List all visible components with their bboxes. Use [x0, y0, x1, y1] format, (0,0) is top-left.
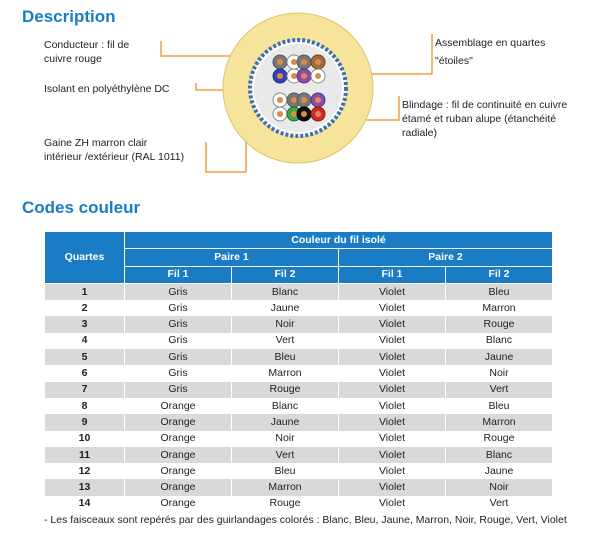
label-gaine-line1: Gaine ZH marron clair: [44, 137, 148, 149]
cell-p1-fil2: Rouge: [232, 382, 339, 398]
cell-p1-fil1: Orange: [125, 447, 232, 463]
cell-p1-fil2: Jaune: [232, 414, 339, 430]
color-codes-table: [44, 231, 553, 512]
cell-quarte: 5: [45, 349, 125, 365]
cell-p1-fil2: Rouge: [232, 496, 339, 512]
cell-quarte: 10: [45, 431, 125, 447]
cell-p1-fil1: Orange: [125, 431, 232, 447]
description-title: Description: [22, 7, 116, 26]
table-row: [45, 479, 553, 495]
header-paire2: Paire 2: [339, 249, 553, 266]
cell-p1-fil2: Vert: [232, 333, 339, 349]
table-row: [45, 300, 553, 316]
cell-p1-fil2: Blanc: [232, 398, 339, 414]
cell-p1-fil1: Gris: [125, 365, 232, 381]
table-row: [45, 365, 553, 381]
cell-quarte: 4: [45, 333, 125, 349]
cell-p2-fil2: Noir: [446, 479, 553, 495]
cell-p2-fil1: Violet: [339, 283, 446, 300]
cell-p1-fil2: Bleu: [232, 349, 339, 365]
table-row: [45, 431, 553, 447]
cell-p1-fil2: Noir: [232, 316, 339, 332]
cell-p1-fil1: Gris: [125, 382, 232, 398]
cell-quarte: 9: [45, 414, 125, 430]
cell-quarte: 6: [45, 365, 125, 381]
cell-quarte: 2: [45, 300, 125, 316]
table-row: [45, 333, 553, 349]
header-quartes: Quartes: [45, 232, 125, 284]
cell-p1-fil2: Vert: [232, 447, 339, 463]
cell-p1-fil1: Gris: [125, 300, 232, 316]
cell-quarte: 1: [45, 283, 125, 300]
cell-p2-fil2: Rouge: [446, 316, 553, 332]
cell-p2-fil1: Violet: [339, 463, 446, 479]
label-assemblage: [435, 36, 545, 68]
label-blindage: [402, 98, 567, 140]
header-p1-fil2: Fil 2: [232, 266, 339, 283]
cell-p1-fil1: Orange: [125, 398, 232, 414]
table-row: [45, 398, 553, 414]
cell-p2-fil1: Violet: [339, 300, 446, 316]
cell-p2-fil2: Jaune: [446, 349, 553, 365]
cell-p1-fil1: Gris: [125, 283, 232, 300]
header-p2-fil1: Fil 1: [339, 266, 446, 283]
cell-p1-fil1: Orange: [125, 463, 232, 479]
cell-p2-fil2: Blanc: [446, 447, 553, 463]
cell-quarte: 3: [45, 316, 125, 332]
table-row: [45, 447, 553, 463]
cell-p1-fil1: Gris: [125, 333, 232, 349]
cell-p1-fil2: Bleu: [232, 463, 339, 479]
codes-couleur-title: Codes couleur: [22, 198, 141, 217]
label-isolant: Isolant en polyéthylène DC: [44, 83, 170, 95]
label-assemblage-line1: Assemblage en quartes: [435, 37, 546, 49]
cell-p2-fil2: Bleu: [446, 398, 553, 414]
label-gaine-line2: intérieur /extérieur (RAL 1011): [44, 151, 185, 163]
cell-p1-fil2: Marron: [232, 365, 339, 381]
cell-p2-fil2: Rouge: [446, 431, 553, 447]
label-blindage-line1: Blindage : fil de continuité en cuivre: [402, 99, 568, 111]
cell-p2-fil1: Violet: [339, 333, 446, 349]
cell-p1-fil2: Jaune: [232, 300, 339, 316]
cell-p2-fil2: Marron: [446, 300, 553, 316]
cell-p1-fil1: Gris: [125, 316, 232, 332]
cell-p2-fil1: Violet: [339, 431, 446, 447]
cell-p2-fil2: Vert: [446, 382, 553, 398]
cell-p1-fil2: Noir: [232, 431, 339, 447]
label-blindage-line2: étamé et ruban alupe (étanchéité: [402, 113, 557, 125]
cell-p2-fil2: Noir: [446, 365, 553, 381]
cell-p2-fil1: Violet: [339, 496, 446, 512]
cell-p2-fil1: Violet: [339, 479, 446, 495]
cell-quarte: 12: [45, 463, 125, 479]
cell-p2-fil1: Violet: [339, 349, 446, 365]
table-row: [45, 414, 553, 430]
table-row: [45, 382, 553, 398]
cell-p2-fil2: Vert: [446, 496, 553, 512]
label-gaine: [44, 136, 184, 164]
header-paire1: Paire 1: [125, 249, 339, 266]
cell-quarte: 13: [45, 479, 125, 495]
label-assemblage-line2: "étoiles": [435, 55, 473, 67]
cell-p2-fil2: Bleu: [446, 283, 553, 300]
cell-quarte: 7: [45, 382, 125, 398]
header-p1-fil1: Fil 1: [125, 266, 232, 283]
label-conducteur-line1: Conducteur : fil de: [44, 39, 130, 51]
table-row: [45, 349, 553, 365]
cell-quarte: 14: [45, 496, 125, 512]
cell-p2-fil1: Violet: [339, 447, 446, 463]
cell-p2-fil2: Blanc: [446, 333, 553, 349]
table-row: [45, 463, 553, 479]
table-row: [45, 283, 553, 300]
footnote: - Les faisceaux sont repérés par des guirlandages colorés : Blanc, Bleu, Jaune, Marron, Noir, Rouge, Vert, Violet: [44, 514, 567, 526]
cell-p2-fil2: Jaune: [446, 463, 553, 479]
cell-quarte: 8: [45, 398, 125, 414]
table-row: [45, 496, 553, 512]
cell-quarte: 11: [45, 447, 125, 463]
cell-p1-fil1: Orange: [125, 496, 232, 512]
cell-p1-fil1: Orange: [125, 414, 232, 430]
cell-p1-fil2: Marron: [232, 479, 339, 495]
label-conducteur: [44, 38, 129, 66]
cell-p2-fil1: Violet: [339, 365, 446, 381]
cell-p1-fil2: Blanc: [232, 283, 339, 300]
cell-p2-fil1: Violet: [339, 382, 446, 398]
cell-p2-fil1: Violet: [339, 414, 446, 430]
cell-p1-fil1: Gris: [125, 349, 232, 365]
cell-p1-fil1: Orange: [125, 479, 232, 495]
cell-p2-fil1: Violet: [339, 398, 446, 414]
cell-p2-fil1: Violet: [339, 316, 446, 332]
header-couleur: Couleur du fil isolé: [125, 232, 553, 249]
cell-p2-fil2: Marron: [446, 414, 553, 430]
table-row: [45, 316, 553, 332]
label-conducteur-line2: cuivre rouge: [44, 53, 102, 65]
header-p2-fil2: Fil 2: [446, 266, 553, 283]
label-blindage-line3: radiale): [402, 127, 438, 139]
